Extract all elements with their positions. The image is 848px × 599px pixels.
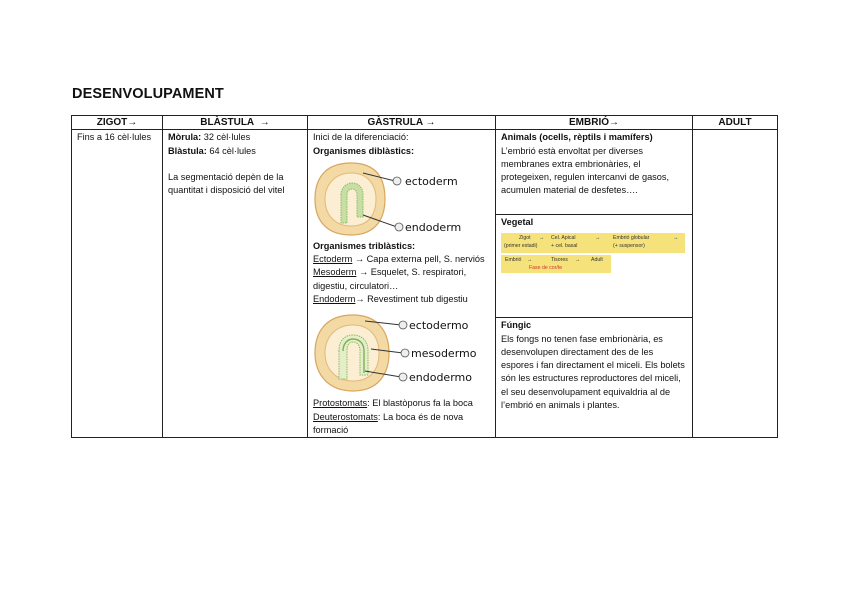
page-title: DESENVOLUPAMENT bbox=[72, 86, 224, 102]
diagram1-label-endoderm: endoderm bbox=[405, 220, 462, 234]
embrio-cell bbox=[496, 130, 693, 438]
fungic-title: Fúngic bbox=[501, 320, 532, 331]
differentiation-intro: Inici de la diferenciació: bbox=[313, 132, 409, 143]
gastrula-cell bbox=[308, 130, 496, 438]
fungic-text: Els fongs no tenen fase embrionària, es desenvolupen directament des de les espores i fan directament el miceli. Els bolets són les estructures reproductores del miceli, el seu desenvolupament equivaldria al de l’embrió en animals i plantes. bbox=[501, 333, 685, 411]
header-blastula: BLÀSTULA → bbox=[163, 116, 308, 130]
diblastic-gastrula-diagram bbox=[313, 159, 491, 239]
vegetal-diagram bbox=[501, 233, 687, 281]
content-row bbox=[72, 130, 778, 438]
mesoderm-line: Mesoderm → Esquelet, S. respiratori, digestiu, circulatori… bbox=[313, 267, 467, 291]
diagram1-label-ectoderm: ectoderm bbox=[405, 174, 458, 188]
animals-title: Animals (ocells, rèptils i mamífers) bbox=[501, 132, 653, 143]
header-row bbox=[72, 116, 778, 130]
header-gastrula: GÀSTRULA → bbox=[308, 116, 496, 130]
diblastic-title: Organismes diblàstics: bbox=[313, 145, 415, 156]
vegetal-title: Vegetal bbox=[501, 217, 534, 228]
header-embrio: EMBRIÓ→ bbox=[496, 116, 693, 130]
blastula-cell bbox=[163, 130, 308, 438]
embrio-vegetal-section bbox=[496, 215, 692, 318]
embrio-fungic-section bbox=[496, 318, 692, 412]
diagram2-label-ectodermo: ectodermo bbox=[409, 319, 469, 333]
diagram2-label-endodermo: endodermo bbox=[409, 371, 472, 385]
embrio-animals-section bbox=[496, 130, 692, 215]
segmentation-text: La segmentació depèn de la quantitat i disposició del vitel bbox=[168, 171, 285, 196]
vegetal-row1: Zigot → Cel. Apical → Embrió globular → (primer estadi) + cel. basal (+ suspensor) bbox=[501, 233, 685, 253]
diagram2-label-mesodermo: mesodermo bbox=[411, 347, 477, 361]
blastula-line: Blàstula: 64 cèl·lules bbox=[168, 145, 256, 156]
morula-line: Mòrula: 32 cèl·lules bbox=[168, 132, 251, 143]
header-zigot: ZIGOT→ bbox=[72, 116, 163, 130]
animals-text: L’embrió està envoltat per diverses membranes extra embrionàries, el protegeixen, regulen intercanvi de gasos, acumulen material de desfetes…. bbox=[501, 145, 670, 196]
ectoderm-line: Ectoderm → Capa externa pell, S. nerviós bbox=[313, 254, 485, 265]
protostomats-line: Protostomats: El blastòporus fa la boca bbox=[313, 398, 473, 409]
development-table bbox=[71, 115, 778, 438]
zigot-cell bbox=[72, 130, 163, 438]
vegetal-row2: Embrió → Tisores → Adult Fase de cor/te bbox=[501, 255, 611, 273]
endoderm-line: Endoderm→ Revestiment tub digestiu bbox=[313, 294, 468, 305]
header-adult: ADULT bbox=[693, 116, 778, 130]
deuterostomats-line: Deuterostomats: La boca és de nova formació bbox=[313, 411, 464, 435]
zigot-text: Fins a 16 cèl·lules bbox=[77, 132, 152, 143]
triblastic-gastrula-diagram bbox=[313, 309, 491, 395]
triblastic-title: Organismes triblàstics: bbox=[313, 240, 416, 251]
adult-cell bbox=[693, 130, 778, 438]
